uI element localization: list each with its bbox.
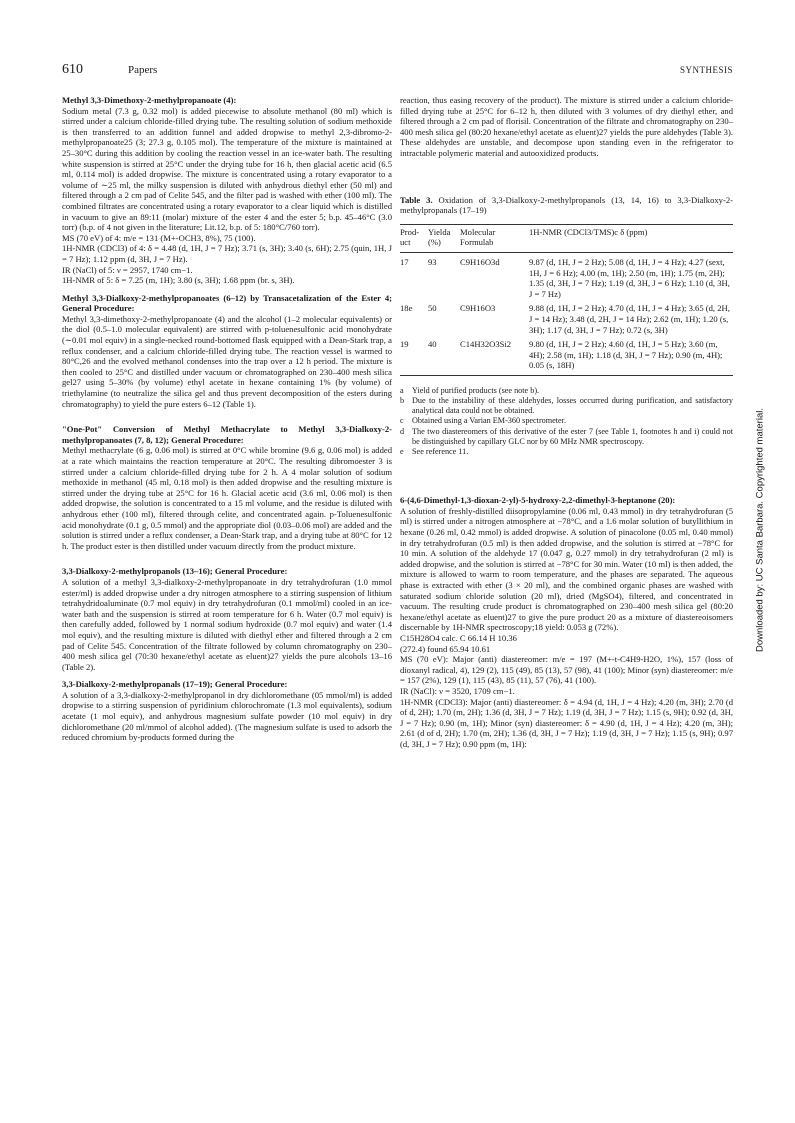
section-heading: 6-(4,6-Dimethyl-1,3-dioxan-2-yl)-5-hydroxy-2,2-dimethyl-3-heptanone (20): [400,495,676,506]
download-watermark [752,330,768,730]
table-body [400,252,733,375]
footnote-text: Due to the instability of these aldehydes, losses occurred during purification, and satisfactory analytical data could not be obtained. [412,396,733,416]
table-cell: C9H16O3d [460,256,500,267]
paragraph: MS (70 eV) of 4: m/e = 131 (M+-OCH3, 8%), 75 (100). [62,232,256,243]
table-header-cell: Prod-uct [400,226,420,248]
footnote-mark: e [400,447,404,457]
footnote-text: See reference 11. [412,447,469,457]
table-cell: 93 [428,256,437,267]
footnote [400,386,733,396]
right-column-experimental [400,495,733,749]
table-header-cell: Yielda (%) [428,226,451,248]
paragraph: IR (NaCl): ν = 3520, 1709 cm−1. [400,685,515,696]
paragraph: A solution of a 3,3-dialkoxy-2-methylpropanol in dry dichloromethane (05 mmol/ml) is added dropwise to a stirring suspension of pyridinium chlorochromate (1.3 mol equivalents), sodium acetate (1 mol equiv), and anhydrous magnesium sulfate powder (10 mol equiv) in dry dichloromethane (20 ml/mmol of alcohol added). (The magnesium sulfate is used to adsorb the reduced chromium by-products formed during the [62,689,392,743]
paragraph: A solution of a methyl 3,3-dialkoxy-2-methylpropanoate in dry tetrahydrofuran (1.0 mmol ester/ml) is added dropwise under a dry nitrogen atmosphere to a stirring suspension of lithium tetrahydridoaluminate (0.7 mol equiv) in dry tetrahydrofuran (0.1 mmol/ml) cooled in an ice-water bath and the suspension is stirred at room temperature for 6 h. Water (0.7 mol equiv) is then carefully added, followed by 1 normal sodium hydroxide (0.7 mol equiv) and water (1.4 mol equiv), and the resulting mixture is diluted with diethyl ether and filtered through a 2 cm pad of Celite 545. Concentration of the filtrate followed by column chromatography on 230–400 mesh silica gel (70:30 hexane/ethyl acetate as eluent)27 yields the pure alcohols 13–16 (Table 2). [62,576,392,672]
table-row [400,335,733,375]
paragraph: IR (NaCl) of 5: ν = 2957, 1740 cm−1. [62,264,193,275]
section-heading: 3,3-Dialkoxy-2-methylpropanals (17–19); General Procedure: [62,679,288,690]
paragraph: Methyl methacrylate (6 g, 0.06 mol) is stirred at 0°C while bromine (9.6 g, 0.06 mol) is added at a rate which maintains the reaction temperature at 20°C. The resulting dibromoester 3 is stirred under a calcium chloride-filled drying tube for 2 h. A 4 molar solution of sodium methoxide in methanol (45 ml, 0.18 mol) is then added dropwise and the resulting mixture is stirred under the drying tube at 25°C for 16 h. Glacial acetic acid (3.6 ml, 0.06 mol) is then added dropwise, the solution is concentrated to a 15 ml volume, and the residue is diluted with anhydrous ether (100 ml), filtered through celite, and concentrated again. p-Toluenesulfonic acid monohydrate (0.1 g, 0.5 mmol) and the appropriate diol (0.03–0.06 mol) are added and the solution is stirred under a reflux condenser, a Dean-Stark trap, and a drying tube at 80°C for 12 h. The product ester is then distilled under vacuum directly from the product mixture. [62,445,392,551]
download-note: Downloaded by: UC Santa Barbara. Copyrighted material. [754,408,766,652]
journal-name: SYNTHESIS [680,65,734,75]
right-column-intro: reaction, thus easing recovery of the product). The mixture is stirred under a calcium chloride-filled drying tube at 25°C for 6–12 h, then diluted with 3 volumes of dry diethyl ether, and filtered through a 2 cm pad of florisil. Concentration of the filtrate and chromatography on 230–400 mesh silica gel (80:20 hexane/ethyl acetate as eluent)27 yields the pure aldehydes (Table 3). These aldehydes are unstable, and decompose upon standing even in the refrigerator to intractable polymeric material and autooxidized products. [400,95,733,158]
footnote-mark: d [400,426,405,436]
section-heading: Methyl 3,3-Dialkoxy-2-methylpropanoates (6–12) by Transacetalization of the Ester 4; General Procedure: [62,292,392,314]
table-cell: 40 [428,339,437,350]
footnote [400,396,733,416]
paragraph: (272.4) found 65.94 10.61 [400,643,491,654]
table-cell: 9.88 (d, 1H, J = 2 Hz); 4.70 (d, 1H, J = 4 Hz); 3.65 (d, 2H, J = 14 Hz); 3.48 (d, 2H, J = 14 Hz); 2.62 (m, 1H); 1.20 (s, 3H); 1.17 (d, 3H, J = 7 Hz); 0.72 (s, 3H) [529,303,730,335]
table-header-cell: 1H-NMR (CDCl3/TMS)c δ (ppm) [529,226,648,237]
paragraph: A solution of freshly-distilled diisopropylamine (0.06 ml, 0.43 mmol) in dry tetrahydrofuran (5 ml) is stirred under a nitrogen atmosphere at −78°C, and a 1.6 molar solution of butyllithium in hexane (0.26 ml, 0.42 mmol) is added dropwise. A solution of pinacolone (0.05 ml, 0.40 mmol) in dry tetrahydrofuran (0.5 ml) is then added dropwise, and the solution is stirred at −78°C for 10 min. A solution of the aldehyde 17 (0.047 g, 0.27 mmol) in dry tetrahydrofuran (2 ml) is added dropwise, and the solution is stirred at −78°C for 30 min. Water (10 ml) is then added, the mixture is allowed to warm to room temperature, and the phases are separated. The aqueous phase is extracted with ether (3 × 20 ml), and the combined organic phases are washed with saturated sodium chloride solution (20 ml), dried (MgSO4), filtered, and concentrated in vacuum. The resulting crude product is chromatographed on 230–400 mesh silica gel (80:20 hexane/ethyl acetate as eluent)27 to give the pure product 20 as a mixture of diastereoisomers discernable by 1H-NMR spectroscopy;18 yield: 0.053 g (72%). [400,505,733,633]
right-column [400,95,733,750]
footnote-mark: c [400,416,404,426]
footnote-text: Yield of purified products (see note b). [412,385,540,395]
footnote [400,416,733,426]
table-header-row [400,224,733,252]
section-heading: Methyl 3,3-Dimethoxy-2-methylpropanoate (4): [62,95,237,105]
footnote-text: The two diastereomers of this derivative of the ester 7 (see Table 1, footnotes h and i) could not be distinguished by capillary GLC nor by 60 MHz NMR spectroscopy. [412,426,733,446]
table-caption-text: Oxidation of 3,3-Dialkoxy-2-methylpropanols (13, 14, 16) to 3,3-Dialkoxy-2-methylpropanals (17–19) [400,194,733,216]
footnote-mark: a [400,385,404,395]
paragraph: Methyl 3,3-dimethoxy-2-methylpropanoate (4) and the alcohol (1–2 molecular equivalents) or the diol (0.5–1.0 molecular equivalent) are stirred with p-toluenesulfonic acid monohydrate (∼0.01 mol equiv) in a single-necked round-bottomed flask equipped with a Dean-Stark trap, a reflux condenser, and a calcium chloride-filled drying tube. The reaction vessel is warmed to 80°C,26 and the evolved methanol condenses into the trap over a 12 h period. The mixture is then cooled to 25°C and distilled under vacuum or chromatographed on 230–400 mesh silica gel27 using 5–30% (by volume) ethyl acetate in hexane containing 1% (by volume) of triethylamine (to neutralize the silica gel and thus prevent decomposition of the esters during chromatography) to yield the pure esters 6–12 (Table 1). [62,313,392,409]
table-row [400,299,733,335]
section-label: Papers [128,64,158,76]
table-caption [400,195,733,216]
paragraph: MS (70 eV): Major (anti) diastereomer: m/e = 197 (M+-t-C4H9-H2O, 1%), 157 (loss of dioxanyl radical, 4), 129 (2), 115 (49), 85 (13), 57 (98), 41 (100); Minor (syn) diastereomer: m/e = 157 (2%), 129 (1), 115 (43), 85 (11), 57 (76), 41 (100). [400,654,733,686]
table-cell: 18e [400,303,413,314]
paragraph: 1H-NMR (CDCl3): Major (anti) diastereomer: δ = 4.94 (d, 1H, J = 4 Hz); 4.20 (m, 3H); 2.70 (d of d, 2H); 1.70 (m, 2H); 1.36 (d, 3H, J = 7 Hz); 1.19 (d, 3H, J = 7 Hz); 1.15 (s, 9H); 0.92 (d, 3H, J = 7 Hz); 0.90 (m, 1H); Minor (syn) diastereomer: δ = 4.90 (d, 1H, J = 4 Hz); 4.20 (m, 3H); 2.61 (d of d, 2H); 1.70 (m, 2H); 1.36 (d, 3H, J = 7 Hz); 1.19 (d, 3H, J = 7 Hz); 1.15 (s, 9H); 0.97 (d, 3H, J = 7 Hz); 0.90 ppm (m, 1H): [400,696,733,749]
paragraph: C15H28O4 calc. C 66.14 H 10.36 [400,633,517,644]
paragraph: Sodium metal (7.3 g, 0.32 mol) is added piecewise to absolute methanol (80 ml) which is stirred under a calcium chloride-filled drying tube. The resulting solution of sodium methoxide is then transferred to an addition funnel and added dropwise to methyl 2,3-dibromo-2-methylpropanoate25 (3; 27.3 g, 0.105 mol). The temperature of the mixture is maintained at 25–30°C during this addition by cooling the reaction vessel in an ice-water bath. The resulting white suspension is stirred at 25°C under the drying tube for 16 h, then glacial acetic acid (6.5 ml, 0.114 mol) is added dropwise. The mixture is concentrated using a rotary evaporator to a volume of ∼25 ml, the milky suspension is diluted with anhydrous diethyl ether (50 ml) and filtered through a 2 cm pad of Celite 545, and the filter pad is washed with ether (100 ml). The combined filtrates are concentrated using a rotary evaporator to a clear liquid which is distilled in vacuum to give an 89:11 (molar) mixture of the ester 4 and the ester 5; b.p. 45–46°C (3.0 torr) (b.p. of 4 not given in the literature; Lit.12, b.p. of 5: 180°C/760 torr). [62,105,392,233]
paragraph: 1H-NMR of 5: δ = 7.25 (m, 1H); 3.80 (s, 3H); 1.68 ppm (br. s, 3H). [62,275,295,286]
page-header [0,62,795,82]
table-cell: C9H16O3 [460,303,496,314]
table-cell: 9.87 (d, 1H, J = 2 Hz); 5.08 (d, 1H, J = 4 Hz); 4.27 (sext, 1H, J = 6 Hz); 4.00 (m, 1H); 2.50 (m, 1H); 1.75 (m, 2H); 1.35 (d, 3H, J = 7 Hz); 1.19 (d, 3H, J = 6 Hz); 1.10 (d, 3H, J = 7 Hz) [529,256,730,299]
table-cell: 50 [428,303,437,314]
left-column [62,95,392,743]
table-header-cell: Molecular Formulab [460,226,496,248]
section-heading: 3,3-Dialkoxy-2-methylpropanols (13–16); General Procedure: [62,566,288,577]
footnote-text: Obtained using a Varian EM-360 spectrometer. [412,416,567,426]
paragraph: 1H-NMR (CDCl3) of 4: δ = 4.48 (d, 1H, J = 7 Hz); 3.71 (s, 3H); 3.40 (s, 6H); 2.75 (quin, 1H, J = 7 Hz); 1.12 ppm (d, 3H, J = 7 Hz). [62,243,392,264]
footnote [400,447,733,457]
table-cell: 9.80 (d, 1H, J = 2 Hz); 4.60 (d, 1H, J = 5 Hz); 3.60 (m, 4H); 2.58 (m, 1H); 1.18 (d, 3H, J = 7 Hz); 0.90 (m, 4H); 0.05 (s, 18H) [529,339,723,371]
table-label: Table 3. [400,194,433,205]
section-heading: "One-Pot" Conversion of Methyl Methacrylate to Methyl 3,3-Dialkoxy-2-methylpropanoates (7, 8, 12); General Procedure: [62,424,392,445]
table-footnotes [400,386,733,457]
footnote-mark: b [400,396,405,406]
results-table [400,224,733,376]
page-number: 610 [62,62,83,77]
table-row [400,252,733,299]
table-cell: 17 [400,256,409,267]
table-cell: C14H32O3Si2 [460,339,512,350]
footnote [400,427,733,447]
table-cell: 19 [400,339,409,350]
